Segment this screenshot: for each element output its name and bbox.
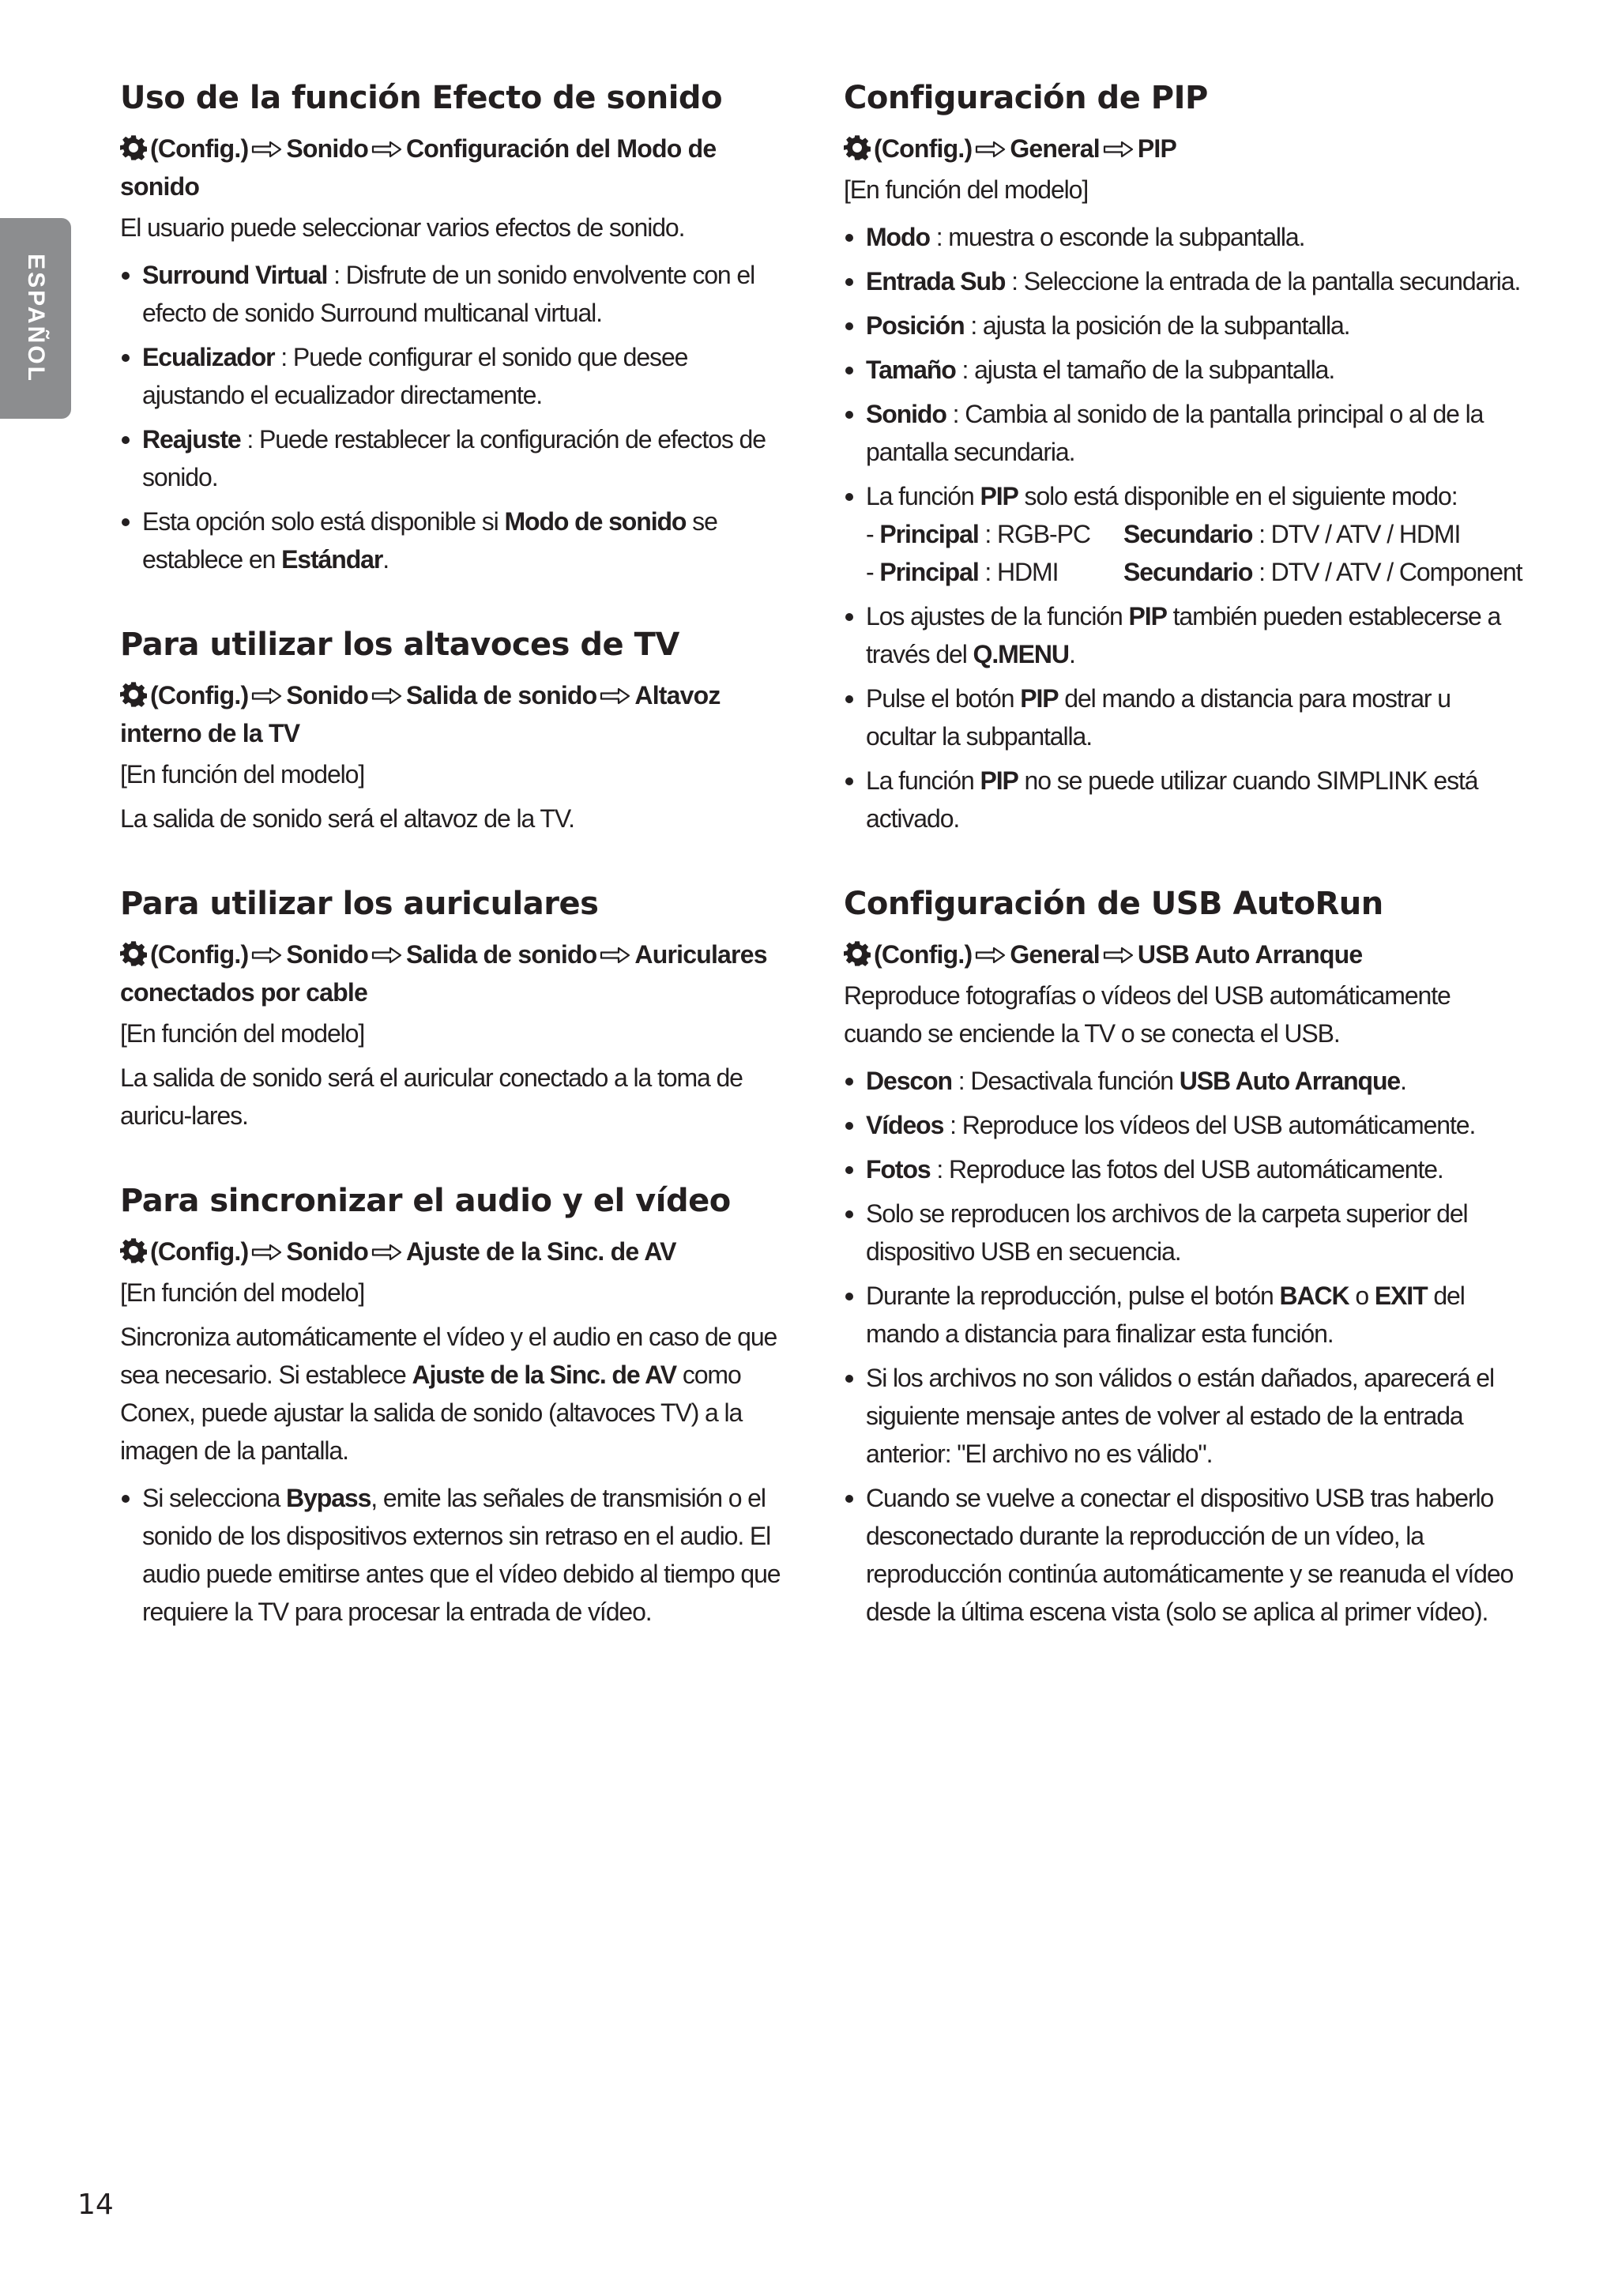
language-label: ESPAÑOL [23, 254, 49, 383]
bullet-list [844, 218, 1523, 837]
section-av-sync [120, 1180, 792, 1631]
list-item: Esta opción solo está disponible si Modo de sonido se establece en Estándar. [120, 502, 792, 578]
left-column [120, 77, 792, 1677]
list-item: Reajuste : Puede restablecer la configuración de efectos de sonido. [120, 420, 792, 496]
bullet-list [120, 256, 792, 578]
arrow-right-icon [1103, 947, 1134, 964]
section-title: Uso de la función Efecto de sonido [120, 80, 723, 116]
arrow-right-icon [975, 141, 1007, 158]
section-title: Configuración de USB AutoRun [844, 886, 1383, 922]
arrow-right-icon [251, 947, 283, 964]
arrow-right-icon [251, 141, 283, 158]
bullet-list [844, 1062, 1523, 1631]
gear-icon [120, 1237, 147, 1264]
section-title: Para utilizar los altavoces de TV [120, 627, 679, 663]
model-note: [En función del modelo] [844, 175, 1089, 204]
menu-path: (Config.) Sonido Salida de sonido Auriculares conectados por cable [120, 940, 767, 1007]
section-headphones [120, 883, 792, 1135]
intro-text: Reproduce fotografías o vídeos del USB automáticamente cuando se enciende la TV o se conecta el USB. [844, 981, 1451, 1048]
body-text: La salida de sonido será el altavoz de la TV. [120, 804, 574, 833]
section-title: Para sincronizar el audio y el vídeo [120, 1183, 731, 1219]
right-column [844, 77, 1523, 1677]
list-item: Surround Virtual : Disfrute de un sonido envolvente con el efecto de sonido Surround multicanal virtual. [120, 256, 792, 332]
arrow-right-icon [371, 947, 403, 964]
section-usb-autorun [844, 883, 1523, 1631]
model-note: [En función del modelo] [120, 1278, 365, 1307]
list-item: Si selecciona Bypass, emite las señales de transmisión o el sonido de los dispositivos externos sin retraso en el audio. El audio puede emitirse antes que el vídeo debido al tiempo que requiere la TV para procesar la entrada de vídeo. [120, 1479, 792, 1631]
mode-row: - Principal : RGB-PC Secundario : DTV / ATV / HDMI [866, 520, 1461, 548]
list-item: Posición : ajusta la posición de la subpantalla. [844, 307, 1523, 344]
menu-path: (Config.) Sonido Configuración del Modo de sonido [120, 134, 717, 201]
arrow-right-icon [1103, 141, 1134, 158]
arrow-right-icon [600, 687, 631, 705]
list-item: Solo se reproducen los archivos de la carpeta superior del dispositivo USB en secuencia. [844, 1195, 1523, 1270]
arrow-right-icon [251, 1244, 283, 1261]
arrow-right-icon [975, 947, 1007, 964]
section-title: Configuración de PIP [844, 80, 1208, 116]
list-item: Vídeos : Reproduce los vídeos del USB automáticamente. [844, 1106, 1523, 1144]
list-item: Ecualizador : Puede configurar el sonido que desee ajustando el ecualizador directamente. [120, 338, 792, 414]
arrow-right-icon [371, 141, 403, 158]
list-item: Entrada Sub : Seleccione la entrada de la pantalla secundaria. [844, 262, 1523, 300]
body-text: Sincroniza automáticamente el vídeo y el audio en caso de que sea necesario. Si establece Ajuste de la Sinc. de AV como Conex, puede ajustar la salida de sonido (altavoces TV) a la imagen de la pantalla. [120, 1323, 777, 1465]
list-item: Cuando se vuelve a conectar el dispositivo USB tras haberlo desconectado durante la reproducción de un vídeo, la reproducción continúa automáticamente y se reanuda el vídeo desde la última escena vista (solo se aplica al primer vídeo). [844, 1479, 1523, 1631]
section-sound-effect [120, 77, 792, 578]
list-item: Fotos : Reproduce las fotos del USB automáticamente. [844, 1150, 1523, 1188]
list-item: Sonido : Cambia al sonido de la pantalla principal o al de la pantalla secundaria. [844, 395, 1523, 471]
list-item: Los ajustes de la función PIP también pueden establecerse a través del Q.MENU. [844, 597, 1523, 673]
list-item: La función PIP no se puede utilizar cuando SIMPLINK está activado. [844, 762, 1523, 837]
list-item: Descon : Desactivala función USB Auto Arranque. [844, 1062, 1523, 1100]
menu-path: (Config.) Sonido Salida de sonido Altavoz interno de la TV [120, 681, 721, 747]
arrow-right-icon [251, 687, 283, 705]
gear-icon [844, 940, 871, 967]
bullet-list [120, 1479, 792, 1631]
gear-icon [120, 940, 147, 967]
list-item: Tamaño : ajusta el tamaño de la subpantalla. [844, 351, 1523, 389]
list-item: Modo : muestra o esconde la subpantalla. [844, 218, 1523, 256]
gear-icon [844, 134, 871, 161]
page-number: 14 [77, 2189, 114, 2221]
menu-path: (Config.) General USB Auto Arranque [844, 935, 1523, 973]
section-tv-speakers [120, 624, 792, 837]
body-text: La salida de sonido será el auricular conectado a la toma de auricu-lares. [120, 1063, 743, 1130]
menu-path: (Config.) Sonido Ajuste de la Sinc. de AV [120, 1233, 792, 1270]
model-note: [En función del modelo] [120, 1019, 365, 1048]
gear-icon [120, 681, 147, 708]
list-item: Durante la reproducción, pulse el botón BACK o EXIT del mando a distancia para finalizar esta función. [844, 1277, 1523, 1353]
section-title: Para utilizar los auriculares [120, 886, 599, 922]
language-side-tab [0, 218, 71, 419]
arrow-right-icon [600, 947, 631, 964]
list-item: Si los archivos no son válidos o están dañados, aparecerá el siguiente mensaje antes de volver al estado de la entrada anterior: "El archivo no es válido". [844, 1359, 1523, 1473]
mode-row: - Principal : HDMI Secundario : DTV / ATV / Component [866, 558, 1522, 586]
list-item: La función PIP solo está disponible en el siguiente modo: - Principal : RGB-PC Secundario : DTV / ATV / HDMI - Principal : HDMI Secundario : DTV / ATV / Component [844, 477, 1523, 591]
section-pip [844, 77, 1523, 837]
arrow-right-icon [371, 687, 403, 705]
intro-text: El usuario puede seleccionar varios efectos de sonido. [120, 213, 685, 242]
menu-path: (Config.) General PIP [844, 130, 1523, 167]
arrow-right-icon [371, 1244, 403, 1261]
gear-icon [120, 134, 147, 161]
list-item: Pulse el botón PIP del mando a distancia para mostrar u ocultar la subpantalla. [844, 679, 1523, 755]
model-note: [En función del modelo] [120, 760, 365, 789]
